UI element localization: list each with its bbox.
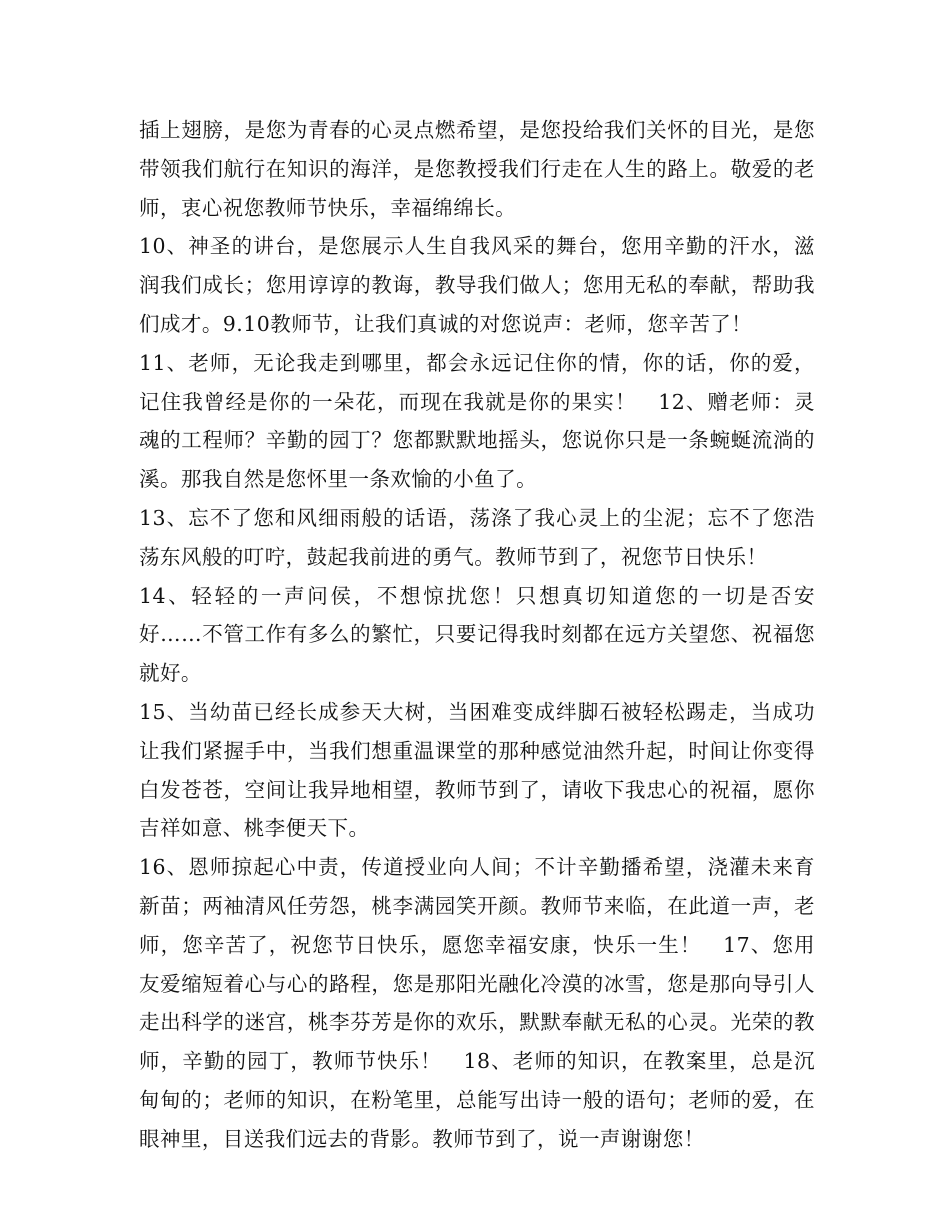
paragraph-13: 13、忘不了您和风细雨般的话语，荡涤了我心灵上的尘泥；忘不了您浩荡东风般的叮咛，鼓起我前进的勇气。教师节到了，祝您节日快乐！: [139, 505, 815, 569]
paragraph-10: 10、神圣的讲台，是您展示人生自我风采的舞台，您用辛勤的汗水，滋润我们成长；您用谆谆的教诲，教导我们做人；您用无私的奉献，帮助我们成才。9.10教师节，让我们真诚的对您说声：老师，您辛苦了！: [139, 234, 815, 336]
paragraph-16-18: 16、恩师掠起心中责，传道授业向人间；不计辛勤播希望，浇灌未来育新苗；两袖清风任劳怨，桃李满园笑开颜。教师节来临，在此道一声，老师，您辛苦了，祝您节日快乐，愿您幸福安康，快乐一生！ 17、您用友爱缩短着心与心的路程，您是那阳光融化冷漠的冰雪，您是那向导引人走出科学的迷宫，桃李芬芳是你的欢乐，默默奉献无私的心灵。光荣的教师，辛勤的园丁，教师节快乐！ 18、老师的知识，在教案里，总是沉甸甸的；老师的知识，在粉笔里，总能写出诗一般的语句；老师的爱，在眼神里，目送我们远去的背影。教师节到了，说一声谢谢您！: [139, 855, 815, 1151]
paragraph-14: 14、轻轻的一声问侯，不想惊扰您！只想真切知道您的一切是否安好……不管工作有多么的繁忙，只要记得我时刻都在远方关望您、祝福您就好。: [139, 583, 815, 686]
paragraph-15: 15、当幼苗已经长成参天大树，当困难变成绊脚石被轻松踢走，当成功让我们紧握手中，当我们想重温课堂的那种感觉油然升起，时间让你变得白发苍苍，空间让我异地相望，教师节到了，请收下我忠心的祝福，愿你吉祥如意、桃李便天下。: [139, 699, 815, 841]
paragraph-intro: 插上翅膀，是您为青春的心灵点燃希望，是您投给我们关怀的目光，是您带领我们航行在知识的海洋，是您教授我们行走在人生的路上。敬爱的老师，衷心祝您教师节快乐，幸福绵绵长。: [139, 118, 815, 220]
paragraph-11-12: 11、老师，无论我走到哪里，都会永远记住你的情，你的话，你的爱，记住我曾经是你的一朵花，而现在我就是你的果实！ 12、赠老师：灵魂的工程师？辛勤的园丁？您都默默地摇头，您说你只是一条蜿蜒流淌的溪。那我自然是您怀里一条欢愉的小鱼了。: [139, 350, 815, 492]
document-body: [139, 111, 815, 1159]
